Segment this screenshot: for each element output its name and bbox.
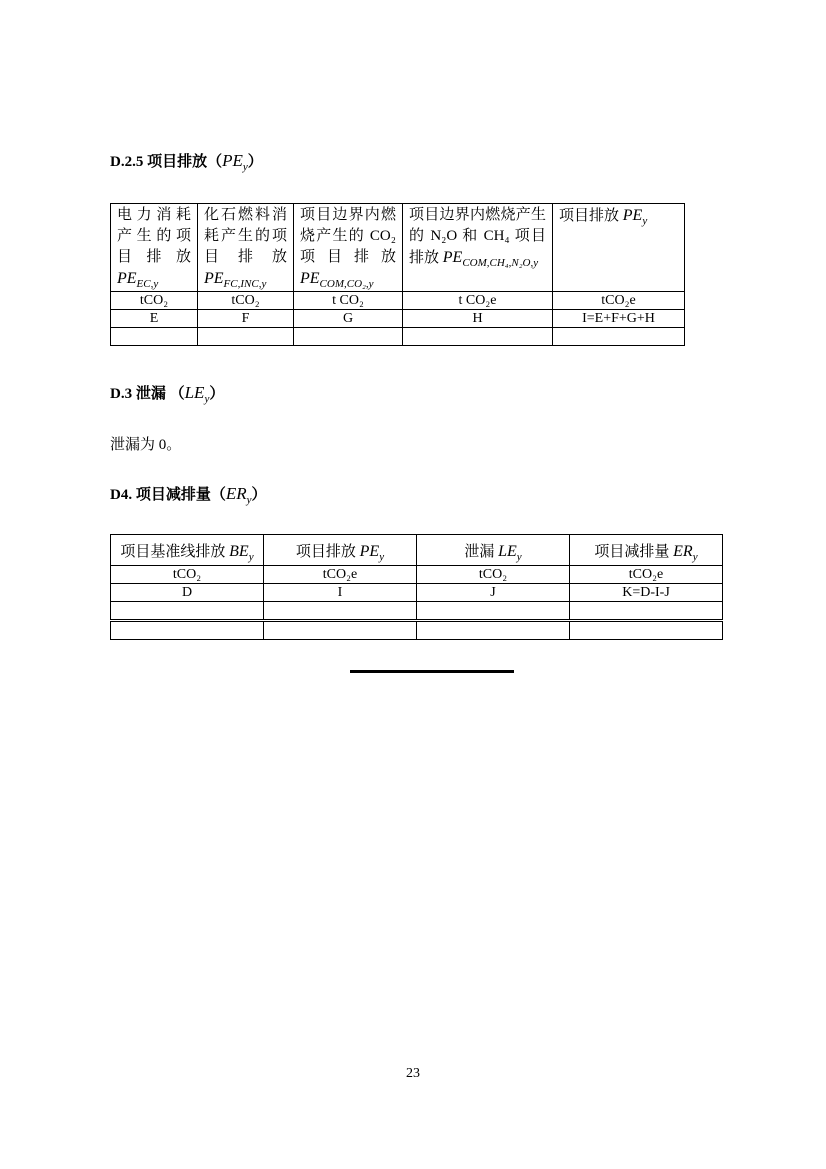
leakage-statement: 泄漏为 0。 xyxy=(110,437,182,453)
header-cell-baseline-emissions: 项目基准线排放 $BE_y$ xyxy=(111,535,264,566)
header-cell-electricity-emissions: 电力消耗产生的项目排放 $PE_{EC,y}$ xyxy=(111,204,198,292)
unit-cell: tCO₂ xyxy=(111,566,264,584)
unit-cell: tCO₂e xyxy=(553,292,685,310)
table-values-row xyxy=(111,584,723,602)
unit-cell: t CO₂e xyxy=(403,292,553,310)
math-pe-ec-y: $PE_{EC,y}$ xyxy=(117,270,159,290)
math-er-y: $ER_y$ xyxy=(673,542,698,563)
page-content xyxy=(110,0,728,673)
math-pe-y: $PE_y$ xyxy=(359,542,385,563)
math-pe-com-co2-y: $PE_{COM,CO_2,y}$ xyxy=(300,270,374,290)
value-cell: I xyxy=(264,584,417,602)
value-cell: J xyxy=(417,584,570,602)
emission-reductions-table xyxy=(110,534,723,640)
heading-label: D4. 项目减排量（ xyxy=(110,487,226,503)
section-end-divider xyxy=(350,670,514,673)
heading-close-paren: ） xyxy=(247,154,263,170)
math-le-y: $LE_y$ xyxy=(498,542,522,563)
header-cell-project-emissions-total: 项目排放 $PE_y$ xyxy=(553,204,685,292)
value-cell: D xyxy=(111,584,264,602)
empty-cell xyxy=(553,328,685,346)
value-cell: E xyxy=(111,310,198,328)
table-empty-row xyxy=(111,621,723,640)
unit-cell: t CO₂ xyxy=(294,292,403,310)
math-pe-y: $PE_y$ xyxy=(622,207,648,227)
empty-cell xyxy=(264,621,417,640)
math-pe-y: $PE_y$ xyxy=(222,151,248,173)
table-empty-row xyxy=(111,602,723,621)
empty-cell xyxy=(403,328,553,346)
table-header-row xyxy=(111,535,723,566)
unit-cell: tCO₂ xyxy=(417,566,570,584)
unit-cell: tCO₂e xyxy=(570,566,723,584)
table-header-row xyxy=(111,204,685,292)
empty-cell xyxy=(111,328,198,346)
section-heading-d3 xyxy=(110,382,728,405)
table-units-row xyxy=(111,566,723,584)
header-cell-fossil-fuel-emissions: 化石燃料消耗产生的项目排放 $PE_{FC,INC,y}$ xyxy=(198,204,294,292)
section-heading-d4 xyxy=(110,483,728,506)
unit-cell: tCO₂ xyxy=(111,292,198,310)
table-units-row xyxy=(111,292,685,310)
empty-cell xyxy=(198,328,294,346)
value-cell: H xyxy=(403,310,553,328)
empty-cell xyxy=(111,621,264,640)
table-empty-row xyxy=(111,328,685,346)
empty-cell xyxy=(417,602,570,621)
value-cell: F xyxy=(198,310,294,328)
math-le-y: $LE_y$ xyxy=(184,383,210,405)
header-cell-project-emissions: 项目排放 $PE_y$ xyxy=(264,535,417,566)
heading-close-paren: ） xyxy=(209,386,225,402)
unit-cell: tCO₂ xyxy=(198,292,294,310)
empty-cell xyxy=(570,602,723,621)
empty-cell xyxy=(294,328,403,346)
header-cell-combustion-n2o-ch4-emissions: 项目边界内燃烧产生的 N₂O 和 CH₄ 项目排放 $PE_{COM,CH_4,N_2O,y}$ xyxy=(403,204,553,292)
empty-cell xyxy=(417,621,570,640)
unit-cell: tCO₂e xyxy=(264,566,417,584)
heading-label: D.3 泄漏 （ xyxy=(110,386,185,402)
section-heading-d25 xyxy=(110,150,728,173)
header-cell-combustion-co2-emissions: 项目边界内燃烧产生的 CO₂ 项目排放 $PE_{COM,CO_2,y}$ xyxy=(294,204,403,292)
value-cell: G xyxy=(294,310,403,328)
page-number: 23 xyxy=(406,1066,420,1081)
value-cell: I=E+F+G+H xyxy=(553,310,685,328)
math-pe-com-ch4-n2o-y: $PE_{COM,CH_4,N_2O,y}$ xyxy=(442,249,539,269)
math-er-y: $ER_y$ xyxy=(225,484,252,506)
heading-label: D.2.5 项目排放（ xyxy=(110,154,223,170)
empty-cell xyxy=(111,602,264,621)
math-pe-fc-inc-y: $PE_{FC,INC,y}$ xyxy=(204,270,267,290)
empty-cell xyxy=(570,621,723,640)
heading-close-paren: ） xyxy=(251,487,267,503)
math-be-y: $BE_y$ xyxy=(229,542,254,563)
table-values-row xyxy=(111,310,685,328)
header-cell-emission-reductions: 项目减排量 $ER_y$ xyxy=(570,535,723,566)
project-emissions-table xyxy=(110,203,685,346)
empty-cell xyxy=(264,602,417,621)
header-cell-leakage: 泄漏 $LE_y$ xyxy=(417,535,570,566)
value-cell: K=D-I-J xyxy=(570,584,723,602)
